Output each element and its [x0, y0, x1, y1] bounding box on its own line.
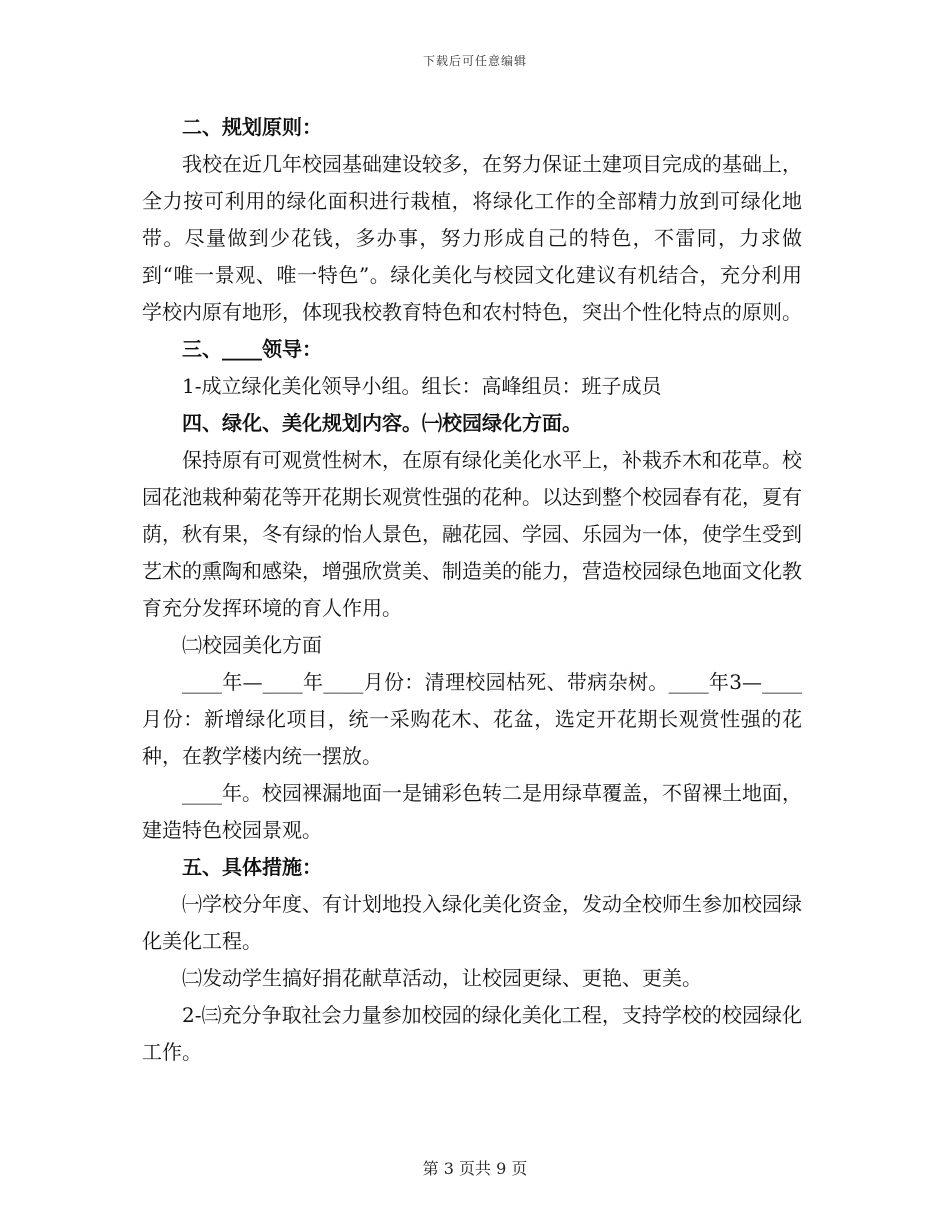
heading-measures: 五、具体措施：	[182, 855, 322, 879]
heading-greening-content: 四、绿化、美化规划内容。㈠校园绿化方面。	[182, 411, 582, 435]
subheading-beautification: ㈡校园美化方面	[182, 633, 322, 657]
paragraph-measure-3: 2-㈢充分争取社会力量参加校园的绿化美化工程，支持学校的校园绿化工作。	[142, 1003, 802, 1064]
document-body	[142, 109, 802, 1071]
heading-planning-principles: 二、规划原则：	[182, 115, 322, 139]
paragraph-measure-1: ㈠学校分年度、有计划地投入绿化美化资金，发动全校师生参加校园绿化美化工程。	[142, 892, 802, 953]
page-footer: 第 3 页共 9 页	[422, 1159, 528, 1178]
page-header: 下载后可任意编辑	[422, 54, 527, 68]
paragraph-greening: 保持原有可观赏性树木，在原有绿化美化水平上，补栽乔木和花草。校园花池栽种菊花等开花期长观赏性强的花种。以达到整个校园春有花，夏有荫，秋有果，冬有绿的怡人景色，融花园、学园、乐园为一体，使学生受到艺术的熏陶和感染，增强欣赏美、制造美的能力，营造校园绿色地面文化教育充分发挥环境的育人作用。	[142, 448, 802, 620]
heading-leadership: 三、____领导：	[182, 337, 322, 361]
paragraph-bare-ground: ____年。校园裸漏地面一是铺彩色转二是用绿草覆盖，不留裸土地面，建造特色校园景观。	[142, 781, 802, 842]
paragraph-planning-principles: 我校在近几年校园基础建设较多，在努力保证土建项目完成的基础上，全力按可利用的绿化面积进行栽植，将绿化工作的全部精力放到可绿化地带。尽量做到少花钱，多办事，努力形成自己的特色，不雷同，力求做到“唯一景观、唯一特色”。绿化美化与校园文化建议有机结合，充分利用学校内原有地形，体现我校教育特色和农村特色，突出个性化特点的原则。	[142, 152, 802, 324]
paragraph-leadership-group: 1-成立绿化美化领导小组。组长：高峰组员：班子成员	[182, 374, 662, 398]
paragraph-beautification-schedule: ____年—____年____月份：清理校园枯死、带病杂树。____年3—____月份：新增绿化项目，统一采购花木、花盆，选定开花期长观赏性强的花种，在教学楼内统一摆放。	[142, 670, 802, 768]
paragraph-measure-2: ㈡发动学生搞好捐花献草活动，让校园更绿、更艳、更美。	[182, 966, 702, 990]
